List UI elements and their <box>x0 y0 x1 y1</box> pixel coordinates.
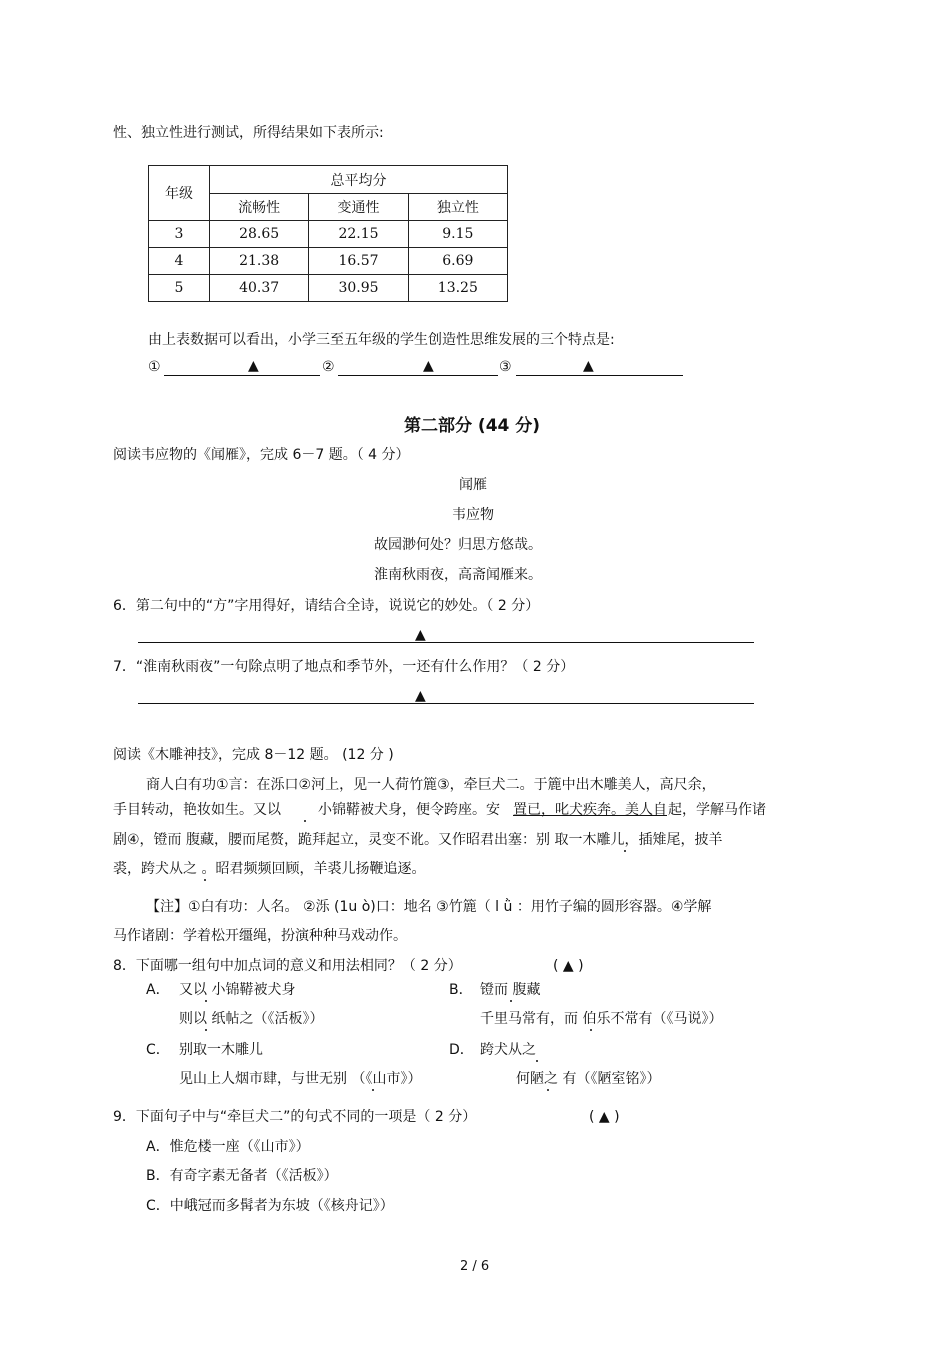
table-col-header: 变通性 <box>309 194 408 221</box>
table-group-header: 总平均分 <box>210 166 508 194</box>
table-corner: 年级 <box>149 166 210 221</box>
table-cell: 21.38 <box>210 248 309 275</box>
page-number: 2 / 6 <box>460 1259 490 1274</box>
poem-intro: 阅读韦应物的《闻雁》，完成 6－7 题。（ 4 分） <box>113 447 410 463</box>
intro-line: 性、独立性进行测试，所得结果如下表所示: <box>113 125 384 141</box>
table-cell-grade: 3 <box>149 221 210 248</box>
table-cell-grade: 4 <box>149 248 210 275</box>
blank-mark-3: ③ <box>499 359 512 375</box>
option-label: B． <box>449 982 473 998</box>
table-cell: 30.95 <box>309 275 408 302</box>
reading-intro: 阅读《木雕神技》，完成 8－12 题。 (12 分 ) <box>113 747 394 763</box>
table-col-header: 流畅性 <box>210 194 309 221</box>
emphasis-dot <box>590 1029 592 1031</box>
option-text: 何陋之 有（《陋室铭》） <box>516 1071 661 1087</box>
option-text: 跨犬从之 <box>480 1042 536 1058</box>
passage-line: 手目转动，艳妆如生。又以 <box>113 802 281 818</box>
table-cell: 40.37 <box>210 275 309 302</box>
passage-line: 小锦鞯被犬身，便令跨座。安 <box>318 802 500 818</box>
blank-mark-2: ② <box>322 359 335 375</box>
option-a: A．惟危楼一座（《山市》） <box>146 1139 310 1155</box>
question-7: 7．“淮南秋雨夜”一句除点明了地点和季节外，一还有什么作用？（ 2 分） <box>113 659 575 675</box>
table-cell: 28.65 <box>210 221 309 248</box>
option-label: C． <box>146 1042 170 1058</box>
answer-blank-3[interactable] <box>516 375 683 376</box>
answer-blank-1[interactable] <box>164 375 320 376</box>
answer-slot-q8[interactable]: ( ▲ ) <box>553 958 584 974</box>
note-line: 【注】①白有功：人名。 ②泺 (1u ò)口：地名 ③竹簏（ l ǜ ：用竹子编的圆形容器。④学解 <box>146 899 712 915</box>
triangle-icon: ▲ <box>415 688 426 704</box>
part-title: 第二部分 (44 分) <box>404 416 541 436</box>
emphasis-dot <box>372 1089 374 1091</box>
table-cell-grade: 5 <box>149 275 210 302</box>
table-col-header: 独立性 <box>408 194 507 221</box>
table-cell: 6.69 <box>408 248 507 275</box>
triangle-icon: ▲ <box>423 358 434 374</box>
table-row <box>149 248 508 275</box>
passage-line: 起，学解马作诸 <box>668 802 766 818</box>
option-b: B．有奇字素无备者（《活板》） <box>146 1168 338 1184</box>
passage-line: 置已，叱犬疾奔。美人自 <box>513 802 667 818</box>
option-text: 千里马常有，而 伯乐不常有（《马说》） <box>480 1011 723 1027</box>
answer-slot-q9[interactable]: ( ▲ ) <box>589 1109 620 1125</box>
answer-blank-2[interactable] <box>338 375 498 376</box>
poem-title: 闻雁 <box>459 477 487 493</box>
table-cell: 9.15 <box>408 221 507 248</box>
option-text: 又以 小锦鞯被犬身 <box>179 982 296 998</box>
option-label: A． <box>146 982 170 998</box>
question-6: 6．第二句中的“方”字用得好，请结合全诗，说说它的妙处。（ 2 分） <box>113 598 540 614</box>
table-cell: 16.57 <box>309 248 408 275</box>
emphasis-dot <box>204 879 206 881</box>
triangle-icon: ▲ <box>248 358 259 374</box>
passage-line: 商人白有功①言：在泺口②河上，见一人荷竹簏③，牵巨犬二。于簏中出木雕美人，高尺余， <box>146 777 716 793</box>
option-text: 则以 纸帖之（《活板》） <box>179 1011 324 1027</box>
answer-line-q6[interactable] <box>138 642 754 643</box>
emphasis-dot <box>304 820 306 822</box>
triangle-icon: ▲ <box>583 358 594 374</box>
table-row <box>149 221 508 248</box>
emphasis-dot <box>547 1089 549 1091</box>
emphasis-dot <box>205 1029 207 1031</box>
table-cell: 13.25 <box>408 275 507 302</box>
passage-line: 裘，跨犬从之 。昭君频频回顾，羊裘儿扬鞭追逐。 <box>113 861 426 877</box>
blank-mark-1: ① <box>148 359 161 375</box>
emphasis-dot <box>624 850 626 852</box>
emphasis-dot <box>205 1000 207 1002</box>
note-line: 马作诸剧：学着松开缰绳，扮演种种马戏动作。 <box>113 928 407 944</box>
option-text: 见山上人烟市肆，与世无别 （《山市》） <box>179 1071 422 1087</box>
answer-line-q7[interactable] <box>138 703 754 704</box>
features-line: 由上表数据可以看出，小学三至五年级的学生创造性思维发展的三个特点是: <box>148 332 615 348</box>
table-row <box>149 275 508 302</box>
poem-line: 淮南秋雨夜，高斋闻雁来。 <box>374 567 542 583</box>
option-c: C．中峨冠而多髯者为东坡（《核舟记》） <box>146 1198 394 1214</box>
table-cell: 22.15 <box>309 221 408 248</box>
emphasis-dot <box>536 1060 538 1062</box>
question-9: 9．下面句子中与“牵巨犬二”的句式不同的一项是（ 2 分） <box>113 1109 477 1125</box>
poem-author: 韦应物 <box>452 507 494 523</box>
question-8: 8．下面哪一组句中加点词的意义和用法相同？（ 2 分） <box>113 958 462 974</box>
emphasis-dot <box>510 1000 512 1002</box>
option-label: D． <box>449 1042 474 1058</box>
passage-line: 剧④，镫而 腹藏，腰而尾赘，跪拜起立，灵变不讹。又作昭君出塞：别 取一木雕儿，插雉尾，披羊 <box>113 832 723 848</box>
score-table <box>148 165 508 302</box>
option-text: 镫而 腹藏 <box>480 982 541 998</box>
triangle-icon: ▲ <box>415 627 426 643</box>
option-text: 别取一木雕儿 <box>179 1042 263 1058</box>
poem-line: 故园渺何处？归思方悠哉。 <box>374 537 542 553</box>
